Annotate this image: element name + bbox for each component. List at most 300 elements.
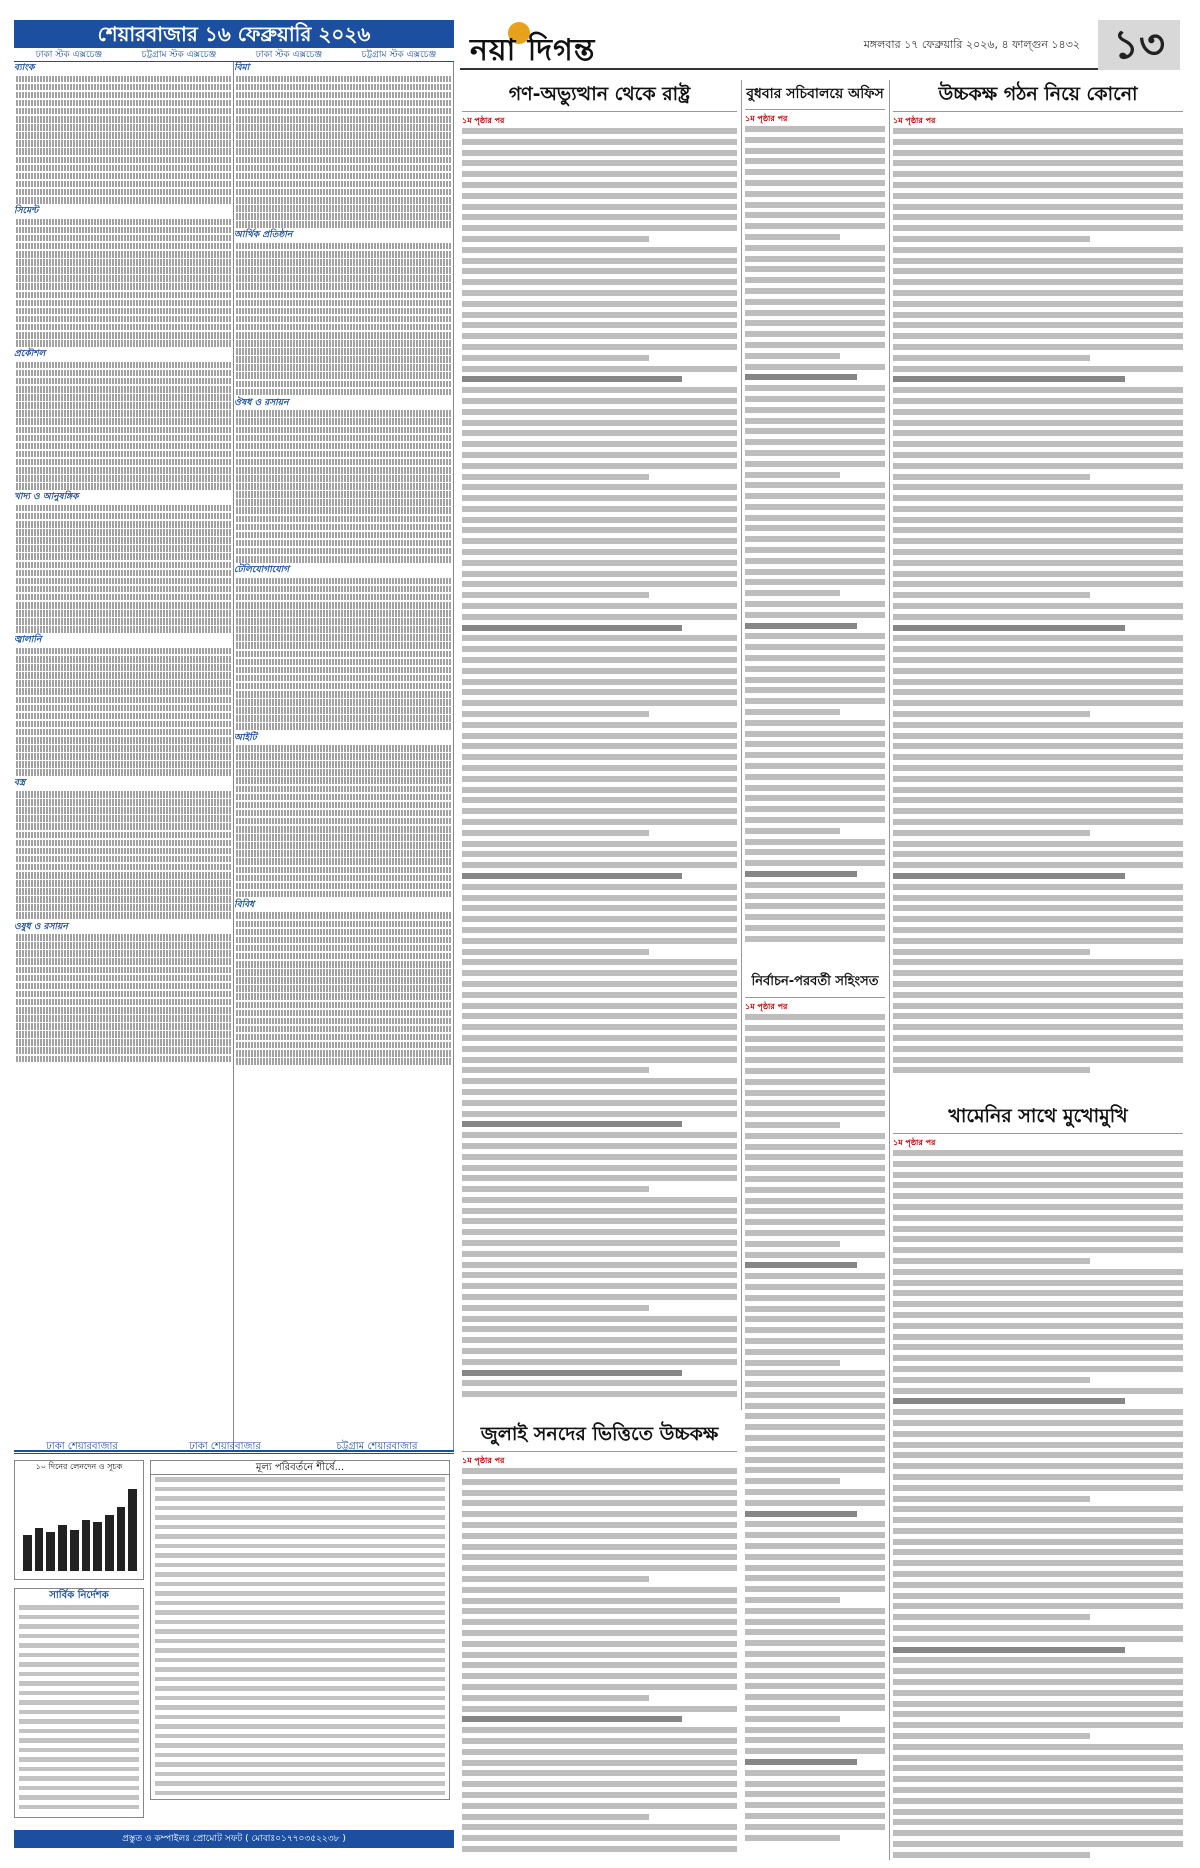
text-line (462, 1208, 737, 1214)
stock-row (16, 1056, 231, 1063)
chart-bar (46, 1532, 55, 1571)
article-headline: জুলাই সনদের ভিত্তিতে উচ্চকক্ষ (462, 1418, 737, 1452)
summary-row (19, 1615, 139, 1620)
stock-row (16, 181, 231, 188)
sector-heading: আইটি (234, 732, 257, 743)
stock-row (236, 532, 451, 539)
stock-row (236, 707, 451, 714)
stock-row (16, 505, 231, 512)
stock-row (16, 888, 231, 895)
summary-row (155, 1591, 445, 1596)
sector-heading: টেলিযোগাযোগ (234, 565, 290, 576)
text-line (745, 342, 885, 348)
text-line (745, 1230, 885, 1236)
text-line (462, 841, 737, 847)
stock-row (236, 969, 451, 976)
continuation-label: ১ম পৃষ্ঠার পর (745, 114, 788, 123)
text-line (462, 1511, 737, 1517)
summary-row (19, 1805, 139, 1810)
summary-row (155, 1544, 445, 1549)
text-line (462, 1132, 737, 1138)
stock-row (236, 610, 451, 617)
stock-row (16, 626, 231, 633)
summary-row (155, 1629, 445, 1634)
text-line (745, 385, 885, 391)
text-line (893, 1452, 1183, 1458)
stock-row (16, 157, 231, 164)
text-line (745, 1424, 885, 1430)
summary-row (155, 1582, 445, 1587)
summary-row (155, 1648, 445, 1653)
text-line (462, 1262, 737, 1268)
summary-row (19, 1757, 139, 1762)
chart-bar (93, 1522, 102, 1571)
text-line (745, 299, 885, 305)
text-line (893, 1258, 1090, 1264)
text-line (745, 1727, 885, 1733)
stock-row (16, 537, 231, 544)
stock-row (16, 100, 231, 107)
text-line (893, 171, 1183, 177)
stock-row (16, 697, 231, 704)
text-line (745, 126, 885, 132)
text-line (745, 137, 885, 143)
text-line (893, 743, 1183, 749)
text-line (462, 474, 649, 480)
text-line (893, 722, 1183, 728)
stock-row (236, 556, 451, 563)
stock-row (16, 664, 231, 671)
chart-bar (23, 1535, 32, 1571)
text-line (745, 1802, 885, 1808)
text-line (745, 1532, 885, 1538)
text-line (893, 1280, 1183, 1286)
text-line (893, 225, 1183, 231)
stock-row (16, 999, 231, 1006)
text-line (745, 1241, 840, 1247)
text-line (745, 472, 840, 478)
stock-row (16, 435, 231, 442)
text-line (462, 830, 649, 836)
text-line (462, 1781, 737, 1787)
article-2 (745, 78, 885, 958)
text-line (893, 916, 1183, 922)
text-line (893, 657, 1183, 663)
text-line (745, 1349, 885, 1355)
stock-row (236, 723, 451, 730)
share-banner: শেয়ারবাজার ১৬ ফেব্রুয়ারি ২০২৬ (14, 20, 454, 48)
stock-row (236, 699, 451, 706)
text-line (462, 1468, 737, 1474)
text-line (462, 1057, 737, 1063)
text-line (893, 592, 1090, 598)
text-line (462, 344, 737, 350)
summary-row (19, 1653, 139, 1658)
text-line (745, 547, 885, 553)
summary-row (155, 1620, 445, 1625)
stock-row (236, 745, 451, 752)
stock-row (236, 802, 451, 809)
article-body (893, 1150, 1183, 1865)
stock-row (16, 942, 231, 949)
stock-row (236, 769, 451, 776)
stock-row (236, 364, 451, 371)
stock-row (16, 513, 231, 520)
text-line (745, 515, 885, 521)
text-line (462, 1359, 737, 1365)
text-line (745, 256, 885, 262)
text-line (745, 1176, 885, 1182)
text-line (462, 1835, 737, 1841)
text-line (462, 905, 737, 911)
text-line (893, 841, 1183, 847)
text-line (893, 182, 1183, 188)
text-line (745, 763, 885, 769)
exchange-label: চট্টগ্রাম স্টক এক্সচেঞ্জ (141, 50, 217, 60)
text-line (462, 322, 737, 328)
stock-row (236, 867, 451, 874)
stock-row (16, 791, 231, 798)
text-line (462, 1479, 737, 1485)
summary-row (155, 1677, 445, 1682)
text-line (893, 1787, 1183, 1793)
text-line (893, 1517, 1183, 1523)
text-line (462, 1608, 737, 1614)
text-line (745, 1025, 885, 1031)
text-line (745, 1435, 885, 1441)
text-line (745, 612, 885, 618)
stock-row (16, 618, 231, 625)
text-line (745, 590, 840, 596)
sector-heading: আর্থিক প্রতিষ্ঠান (234, 230, 293, 241)
text-line (745, 180, 885, 186)
stock-row (16, 991, 231, 998)
text-line (893, 1496, 1090, 1502)
stock-row (16, 864, 231, 871)
text-line (745, 1683, 885, 1689)
stock-row (16, 1039, 231, 1046)
stock-row (236, 499, 451, 506)
stock-table (14, 62, 454, 1452)
stock-row (16, 967, 231, 974)
text-line (745, 525, 885, 531)
summary-row (155, 1696, 445, 1701)
text-line (745, 1500, 885, 1506)
stock-row (16, 84, 231, 91)
text-line (745, 223, 885, 229)
text-line (745, 828, 840, 834)
text-line (893, 970, 1183, 976)
summary-row (155, 1705, 445, 1710)
text-line (893, 1204, 1183, 1210)
article-body (462, 1468, 737, 1863)
stock-row (236, 1026, 451, 1033)
text-line (893, 905, 1183, 911)
text-line (462, 1348, 737, 1354)
column-divider (741, 80, 742, 1410)
text-line (745, 1154, 885, 1160)
summary-row (19, 1634, 139, 1639)
text-line (462, 441, 737, 447)
text-line (745, 288, 885, 294)
sector-heading: খাদ্য ও আনুষঙ্গিক (14, 492, 79, 503)
text-line (893, 1819, 1183, 1825)
text-line (745, 1543, 885, 1549)
text-line (893, 301, 1183, 307)
text-line (462, 1175, 737, 1181)
text-line (462, 949, 649, 955)
stock-row (16, 896, 231, 903)
stock-row (236, 475, 451, 482)
text-line (462, 1630, 737, 1636)
text-line (462, 1814, 649, 1820)
text-line (745, 1554, 885, 1560)
stock-row (16, 92, 231, 99)
stock-row (16, 76, 231, 83)
text-line (893, 1046, 1183, 1052)
text-line (893, 376, 1125, 382)
text-line (893, 236, 1090, 242)
sector-heading: বস্ত্র (14, 778, 26, 789)
stock-row (16, 769, 231, 776)
stock-row (16, 292, 231, 299)
summary-row (155, 1781, 445, 1786)
chart-bar (117, 1507, 126, 1571)
text-line (745, 1262, 857, 1268)
article-body (893, 128, 1183, 1088)
text-line (745, 1457, 885, 1463)
text-line (462, 722, 737, 728)
text-line (745, 1338, 885, 1344)
stock-row (16, 823, 231, 830)
text-line (462, 366, 737, 372)
text-line (745, 817, 885, 823)
text-line (462, 495, 737, 501)
text-line (462, 657, 737, 663)
text-line (893, 441, 1183, 447)
text-line (462, 1522, 737, 1528)
stock-row (16, 562, 231, 569)
summary-row (155, 1553, 445, 1558)
stock-row (236, 205, 451, 212)
text-line (893, 1409, 1183, 1415)
stock-row (16, 594, 231, 601)
text-line (745, 482, 885, 488)
text-line (462, 484, 737, 490)
text-line (745, 245, 885, 251)
text-line (893, 873, 1125, 879)
text-line (893, 1809, 1183, 1815)
stock-row (16, 189, 231, 196)
text-line (462, 1229, 737, 1235)
text-line (745, 903, 885, 909)
stock-row (16, 243, 231, 250)
summary-row (19, 1681, 139, 1686)
chart-caption: ১০ দিনের লেনদেন ও সূচক (35, 1462, 123, 1471)
stock-row (236, 977, 451, 984)
text-line (462, 884, 737, 890)
exchange-header (14, 48, 454, 62)
stock-row (16, 394, 231, 401)
text-line (893, 1355, 1183, 1361)
text-line (462, 1391, 737, 1397)
text-line (893, 1571, 1183, 1577)
continuation-label: ১ম পৃষ্ঠার পর (745, 1002, 788, 1011)
summary-row (155, 1772, 445, 1777)
text-line (462, 1533, 737, 1539)
article-body (462, 128, 737, 1408)
stock-row (236, 524, 451, 531)
stock-row (236, 826, 451, 833)
stock-row (16, 880, 231, 887)
text-line (893, 754, 1183, 760)
stock-row (236, 116, 451, 123)
text-line (745, 1295, 885, 1301)
text-line (745, 558, 885, 564)
sector-heading: সিমেন্ট (14, 206, 39, 217)
text-line (745, 396, 885, 402)
text-line (462, 1598, 737, 1604)
text-line (462, 214, 737, 220)
text-line (745, 1737, 885, 1743)
stock-row (16, 648, 231, 655)
stock-row (236, 459, 451, 466)
text-line (893, 1226, 1183, 1232)
text-line (462, 409, 737, 415)
article-headline: গণ-অভ্যুত্থান থেকে রাষ্ট্র (462, 78, 737, 112)
text-line (745, 504, 885, 510)
text-line (745, 212, 885, 218)
stock-row (236, 761, 451, 768)
stock-row (16, 140, 231, 147)
text-line (893, 1182, 1183, 1188)
text-line (893, 398, 1183, 404)
text-line (745, 461, 885, 467)
text-line (893, 495, 1183, 501)
text-line (462, 679, 737, 685)
text-line (745, 569, 885, 575)
stock-row (236, 651, 451, 658)
text-line (893, 538, 1183, 544)
text-line (745, 191, 885, 197)
text-line (462, 1154, 737, 1160)
text-line (893, 884, 1183, 890)
stock-row (16, 251, 231, 258)
stock-row (236, 443, 451, 450)
text-line (745, 428, 885, 434)
text-line (745, 148, 885, 154)
stock-row (16, 904, 231, 911)
text-line (462, 1662, 737, 1668)
text-line (462, 873, 682, 879)
summary-row (155, 1658, 445, 1663)
text-line (893, 1560, 1183, 1566)
summary-row (155, 1572, 445, 1577)
summary-row (19, 1672, 139, 1677)
stock-row (236, 1018, 451, 1025)
text-line (462, 333, 737, 339)
text-line (893, 1506, 1183, 1512)
stock-row (236, 92, 451, 99)
text-line (893, 139, 1183, 145)
text-line (462, 754, 737, 760)
summary-row (155, 1686, 445, 1691)
stock-row (16, 832, 231, 839)
text-line (462, 193, 737, 199)
text-line (893, 247, 1183, 253)
text-line (893, 1733, 1090, 1739)
stock-row (16, 848, 231, 855)
text-line (745, 1273, 885, 1279)
summary-row (19, 1795, 139, 1800)
stock-row (236, 818, 451, 825)
text-line (745, 1316, 885, 1322)
text-line (893, 150, 1183, 156)
text-line (893, 895, 1183, 901)
text-line (462, 387, 737, 393)
summary-row (19, 1691, 139, 1696)
stock-row (236, 548, 451, 555)
price-change-box (150, 1460, 450, 1800)
stock-table-right (234, 62, 454, 1452)
stock-row (236, 243, 451, 250)
text-line (893, 862, 1183, 868)
stock-row (236, 883, 451, 890)
text-line (462, 430, 737, 436)
stock-row (236, 1050, 451, 1057)
article-6 (893, 1100, 1183, 1860)
stock-row (236, 1002, 451, 1009)
text-line (893, 128, 1183, 134)
stock-row (236, 912, 451, 919)
stock-row (16, 378, 231, 385)
text-line (893, 1150, 1183, 1156)
text-line (462, 128, 737, 134)
text-line (462, 1272, 737, 1278)
stock-row (16, 316, 231, 323)
text-line (745, 731, 885, 737)
text-line (745, 1575, 885, 1581)
text-line (462, 1641, 737, 1647)
newspaper-logo: নয়া দিগন্ত (470, 33, 596, 68)
text-line (893, 258, 1183, 264)
summary-row (155, 1639, 445, 1644)
text-line (893, 1215, 1183, 1221)
text-line (745, 1187, 885, 1193)
stock-row (16, 386, 231, 393)
stock-row (236, 858, 451, 865)
text-line (893, 1344, 1183, 1350)
stock-row (236, 389, 451, 396)
text-line (462, 787, 737, 793)
stock-row (236, 786, 451, 793)
text-line (893, 474, 1090, 480)
text-line (462, 279, 737, 285)
summary-row (19, 1748, 139, 1753)
text-line (745, 936, 885, 942)
stock-row (236, 332, 451, 339)
text-line (462, 1337, 737, 1343)
stock-row (236, 1042, 451, 1049)
text-line (745, 1478, 840, 1484)
stock-table-left (14, 62, 234, 1452)
article-body (745, 1014, 885, 1854)
column-divider (889, 80, 890, 1860)
stock-row (236, 467, 451, 474)
text-line (893, 819, 1183, 825)
text-line (893, 1269, 1183, 1275)
summary-row (155, 1496, 445, 1501)
